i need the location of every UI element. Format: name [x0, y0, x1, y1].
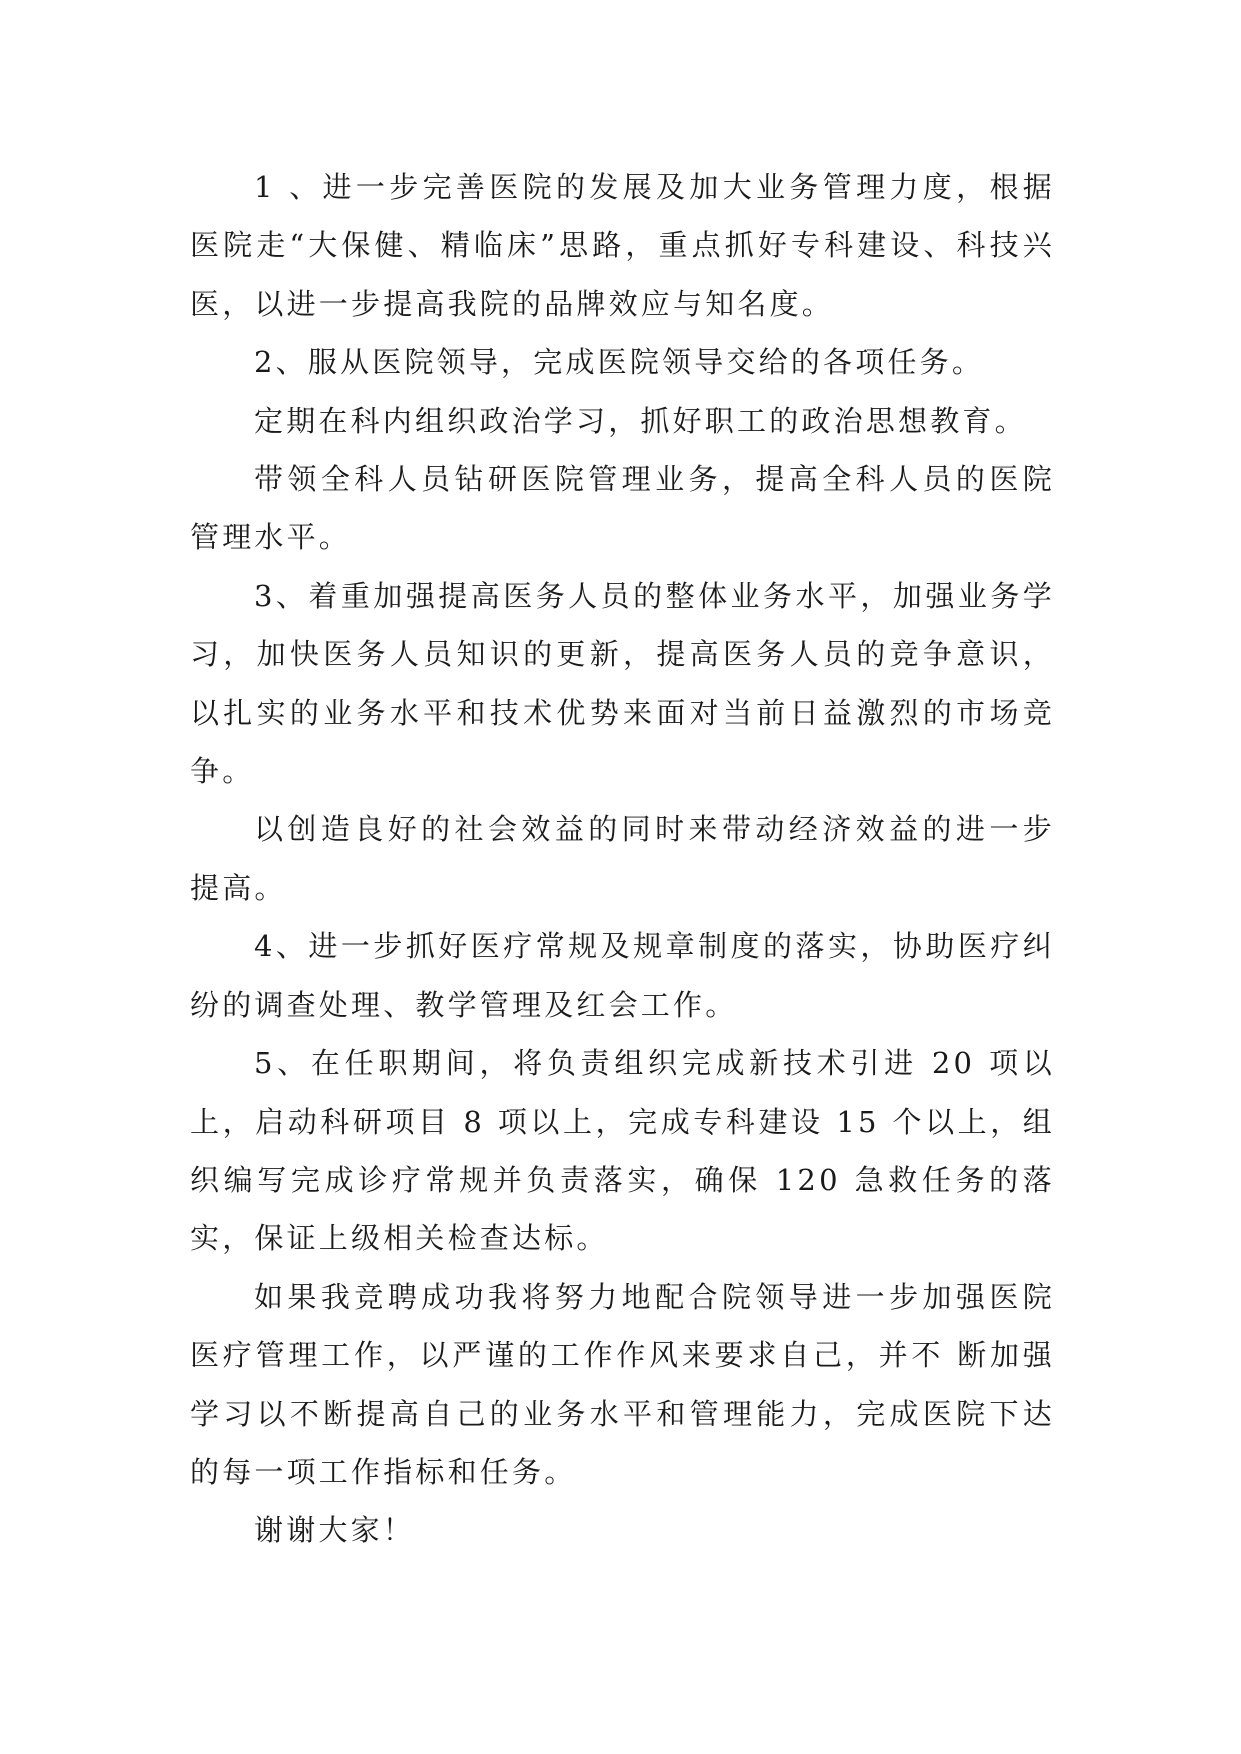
- paragraph-goal-3: 3、着重加强提高医务人员的整体业务水平，加强业务学习，加快医务人员知识的更新，提高医务人员的竞争意识，以扎实的业务水平和技术优势来面对当前日益激烈的市场竞争。: [190, 578, 1055, 789]
- paragraph-political-study: 定期在科内组织政治学习，抓好职工的政治思想教育。: [254, 403, 1027, 438]
- paragraph-goal-2: 2、服从医院领导，完成医院领导交给的各项任务。: [254, 345, 985, 380]
- paragraph-goal-1: 1 、进一步完善医院的发展及加大业务管理力度，根据医院走“大保健、精临床”思路，重点抓好专科建设、科技兴医，以进一步提高我院的品牌效应与知名度。: [190, 170, 1055, 321]
- paragraph-goal-5: 5、在任职期间，将负责组织完成新技术引进 20 项以上，启动科研项目 8 项以上，完成专科建设 15 个以上，组织编写完成诊疗常规并负责落实，确保 120 急救任务的落实，保证上级相关检查达标。: [190, 1046, 1055, 1256]
- paragraph-social-benefit: 以创造良好的社会效益的同时来带动经济效益的进一步提高。: [190, 812, 1055, 905]
- paragraph-commitment: 如果我竞聘成功我将努力地配合院领导进一步加强医院医疗管理工作，以严谨的工作作风来要求自己，并不 断加强学习以不断提高自己的业务水平和管理能力，完成医院下达的每一项工作指标和任务。: [190, 1279, 1055, 1489]
- paragraph-management-study: 带领全科人员钻研医院管理业务，提高全科人员的医院管理水平。: [190, 462, 1055, 555]
- paragraph-closing: 谢谢大家！: [254, 1513, 416, 1548]
- paragraph-goal-4: 4、进一步抓好医疗常规及规章制度的落实，协助医疗纠纷的调查处理、教学管理及红会工作。: [190, 929, 1055, 1022]
- document-body: [190, 158, 1055, 1560]
